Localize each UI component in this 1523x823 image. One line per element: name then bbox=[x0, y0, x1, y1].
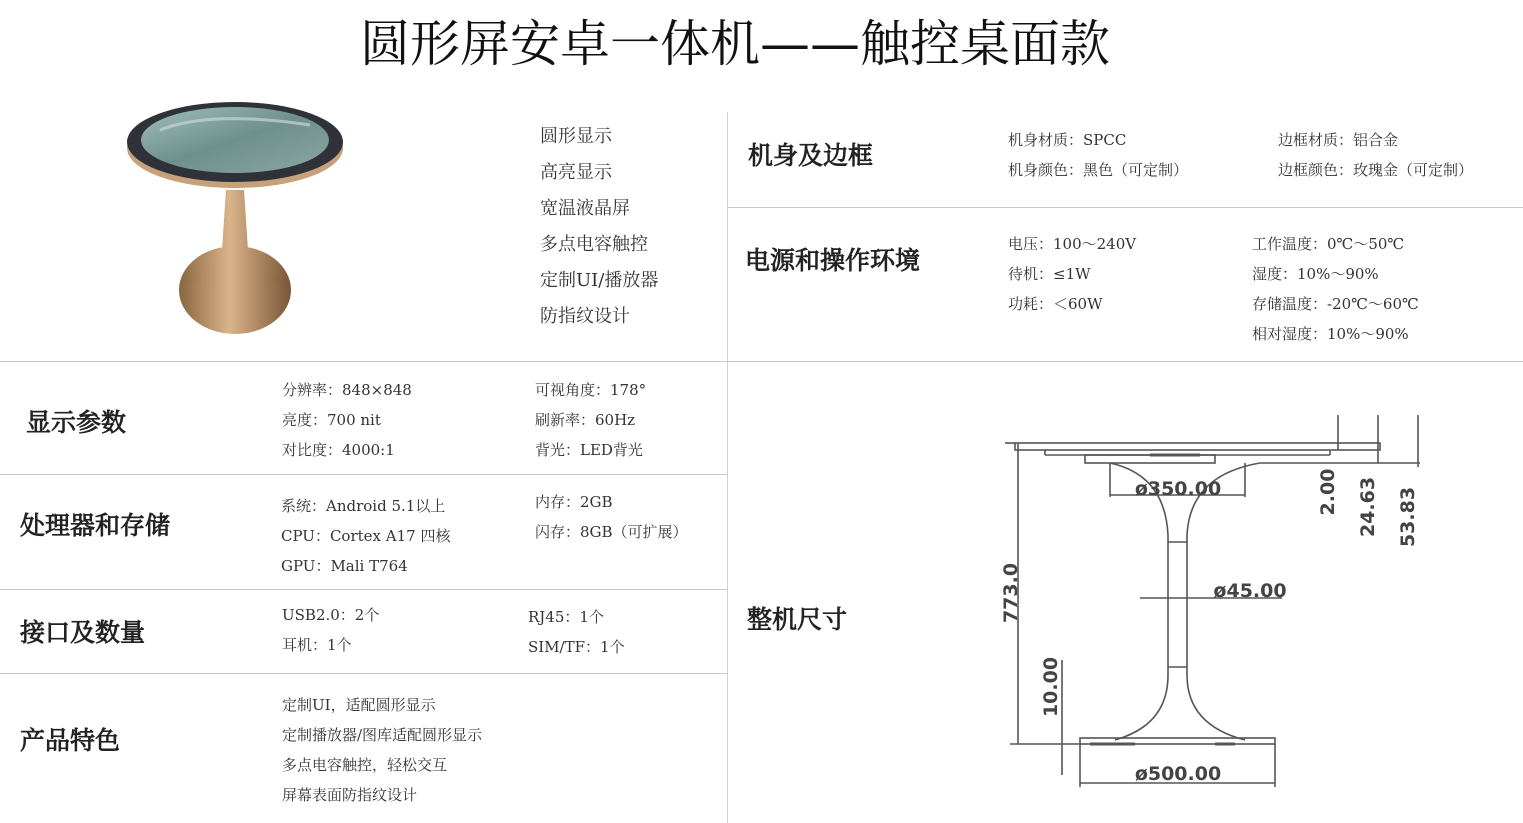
row-divider bbox=[0, 361, 1523, 362]
feature-list bbox=[540, 125, 658, 341]
spec-item: 亮度：700 nit bbox=[282, 411, 381, 429]
body-spec-col1 bbox=[1008, 125, 1188, 185]
dim-top-diameter: ø350.00 bbox=[1134, 478, 1222, 500]
display-spec-col2 bbox=[535, 375, 646, 465]
spec-item: GPU：Mali T764 bbox=[281, 557, 408, 575]
spec-item: 机身材质：SPCC bbox=[1008, 131, 1127, 149]
spec-item: 存储温度：-20℃～60℃ bbox=[1252, 295, 1419, 313]
list-item: 屏幕表面防指纹设计 bbox=[282, 786, 418, 804]
spec-item: 系统：Android 5.1以上 bbox=[281, 497, 446, 515]
spec-item: 待机：≤1W bbox=[1008, 265, 1091, 283]
spec-item: 湿度：10%～90% bbox=[1252, 265, 1379, 283]
row-divider bbox=[727, 207, 1523, 208]
spec-item: 相对湿度：10%～90% bbox=[1252, 325, 1409, 343]
spec-item: 功耗：＜60W bbox=[1008, 295, 1103, 313]
section-title-processor: 处理器和存储 bbox=[20, 511, 171, 540]
section-title-power: 电源和操作环境 bbox=[745, 246, 921, 275]
spec-item: 闪存：8GB（可扩展） bbox=[535, 523, 688, 541]
spec-item: 机身颜色：黑色（可定制） bbox=[1008, 161, 1189, 179]
row-divider bbox=[0, 673, 727, 674]
row-divider bbox=[0, 589, 727, 590]
column-divider bbox=[727, 112, 728, 823]
spec-item: 工作温度：0℃～50℃ bbox=[1252, 235, 1405, 253]
section-title-product-features: 产品特色 bbox=[20, 726, 121, 755]
list-item: 多点电容触控，轻松交互 bbox=[282, 756, 448, 774]
body-spec-col2 bbox=[1278, 125, 1473, 185]
dimension-drawing-icon bbox=[990, 405, 1450, 800]
dim-base-diameter: ø500.00 bbox=[1134, 763, 1222, 785]
spec-item: 边框材质：铝合金 bbox=[1278, 131, 1399, 149]
dim-d3: 53.83 bbox=[1397, 486, 1419, 548]
spec-item: 分辨率：848×848 bbox=[282, 381, 412, 399]
processor-spec-col2 bbox=[535, 487, 688, 547]
spec-item: 背光：LED背光 bbox=[535, 441, 643, 459]
page-title: 圆形屏安卓一体机——触控桌面款 bbox=[360, 15, 1110, 73]
dim-base-height: 10.00 bbox=[1040, 656, 1062, 718]
ports-spec-col2 bbox=[528, 602, 625, 662]
spec-item: 可视角度：178° bbox=[535, 381, 647, 399]
dim-stem-diameter: ø45.00 bbox=[1213, 580, 1287, 602]
spec-item: 对比度：4000:1 bbox=[282, 441, 395, 459]
power-spec-col2 bbox=[1252, 229, 1419, 349]
spec-item: 边框颜色：玫瑰金（可定制） bbox=[1278, 161, 1474, 179]
section-title-body: 机身及边框 bbox=[748, 141, 874, 170]
spec-item: RJ45：1个 bbox=[528, 608, 604, 626]
dim-d1: 2.00 bbox=[1317, 468, 1339, 516]
feature-item: 宽温液晶屏 bbox=[540, 198, 630, 219]
feature-item: 圆形显示 bbox=[540, 126, 612, 147]
processor-spec-col1 bbox=[281, 491, 450, 581]
spec-item: SIM/TF：1个 bbox=[528, 638, 625, 656]
feature-item: 高亮显示 bbox=[540, 162, 612, 183]
feature-item: 防指纹设计 bbox=[540, 306, 630, 327]
section-title-display: 显示参数 bbox=[26, 408, 127, 437]
power-spec-col1 bbox=[1008, 229, 1136, 319]
dim-d2: 24.63 bbox=[1357, 476, 1379, 538]
spec-item: 刷新率：60Hz bbox=[535, 411, 636, 429]
section-title-dimensions: 整机尺寸 bbox=[747, 605, 848, 634]
spec-item: CPU：Cortex A17 四核 bbox=[281, 527, 451, 545]
product-features-list bbox=[282, 690, 482, 810]
spec-item: 耳机：1个 bbox=[282, 636, 352, 654]
row-divider bbox=[0, 474, 727, 475]
list-item: 定制UI，适配圆形显示 bbox=[282, 696, 436, 714]
dim-height: 773.0 bbox=[1000, 562, 1022, 624]
list-item: 定制播放器/图库适配圆形显示 bbox=[282, 726, 483, 744]
display-spec-col1 bbox=[282, 375, 412, 465]
round-table-illustration-icon bbox=[120, 90, 350, 340]
section-title-ports: 接口及数量 bbox=[20, 618, 146, 647]
feature-item: 多点电容触控 bbox=[540, 234, 648, 255]
spec-item: USB2.0：2个 bbox=[282, 606, 380, 624]
feature-item: 定制UI/播放器 bbox=[540, 270, 659, 291]
spec-item: 电压：100～240V bbox=[1008, 235, 1137, 253]
ports-spec-col1 bbox=[282, 600, 379, 660]
spec-item: 内存：2GB bbox=[535, 493, 613, 511]
